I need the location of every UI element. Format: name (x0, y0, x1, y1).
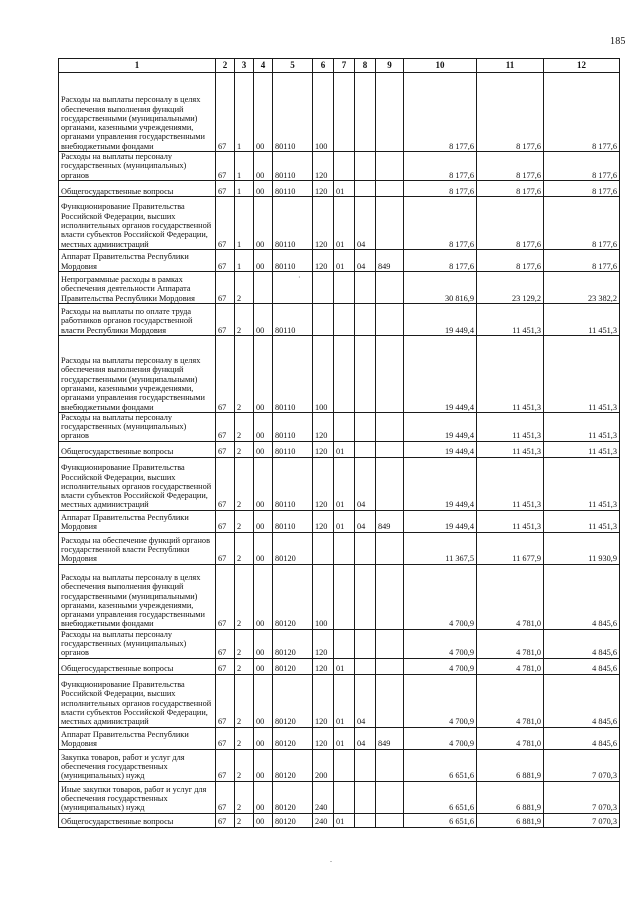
column-10-value: 6 651,6 (404, 813, 477, 827)
column-12-value: 4 845,6 (544, 674, 620, 727)
column-8-cell (355, 412, 376, 441)
column-6-cell: 120 (313, 510, 334, 532)
column-12-value: 7 070,3 (544, 749, 620, 781)
column-5-cell: 80120 (273, 629, 313, 658)
name-cell: Расходы на выплаты персоналу в целях обеспечения выполнения функций государственными (муниципальными) органами, казенными учреждениями, органами управления государственными внебюджетными фондами (59, 335, 216, 412)
column-3-cell: 2 (235, 658, 254, 674)
column-11-value: 11 451,3 (477, 412, 544, 441)
column-9-cell (376, 564, 404, 629)
column-4-cell: 00 (254, 335, 273, 412)
column-2-cell: 67 (216, 249, 235, 271)
column-9-cell (376, 781, 404, 813)
column-5-cell: 80110 (273, 457, 313, 510)
column-3-cell: 2 (235, 629, 254, 658)
header-cell: 12 (544, 59, 620, 73)
column-8-cell (355, 271, 376, 303)
column-9-cell (376, 813, 404, 827)
name-cell: Аппарат Правительства Республики Мордовия (59, 249, 216, 271)
column-6-cell: 240 (313, 781, 334, 813)
column-8-cell: 04 (355, 249, 376, 271)
column-11-value: 8 177,6 (477, 180, 544, 196)
column-2-cell: 67 (216, 658, 235, 674)
column-10-value: 8 177,6 (404, 180, 477, 196)
header-cell: 3 (235, 59, 254, 73)
scan-mark: · (298, 273, 301, 282)
column-2-cell: 67 (216, 73, 235, 152)
column-8-cell: 04 (355, 510, 376, 532)
column-4-cell: 00 (254, 813, 273, 827)
column-10-value: 30 816,9 (404, 271, 477, 303)
column-2-cell: 67 (216, 510, 235, 532)
table-row (59, 335, 620, 412)
name-cell: Аппарат Правительства Республики Мордовия (59, 510, 216, 532)
column-9-cell (376, 180, 404, 196)
name-cell: Расходы на выплаты персоналу государственных (муниципальных) органов (59, 152, 216, 181)
column-7-cell (334, 303, 355, 335)
column-3-cell: 1 (235, 249, 254, 271)
column-4-cell: 00 (254, 441, 273, 457)
column-3-cell: 2 (235, 510, 254, 532)
column-2-cell: 67 (216, 629, 235, 658)
column-12-value: 11 451,3 (544, 303, 620, 335)
column-10-value: 4 700,9 (404, 564, 477, 629)
column-4-cell: 00 (254, 457, 273, 510)
header-cell: 10 (404, 59, 477, 73)
column-10-value: 6 651,6 (404, 749, 477, 781)
table-row (59, 727, 620, 749)
column-4-cell: 00 (254, 196, 273, 249)
column-5-cell: 80120 (273, 813, 313, 827)
column-5-cell: 80120 (273, 674, 313, 727)
column-11-value: 6 881,9 (477, 781, 544, 813)
column-10-value: 19 449,4 (404, 412, 477, 441)
column-3-cell: 2 (235, 335, 254, 412)
column-7-cell (334, 564, 355, 629)
column-4-cell: 00 (254, 727, 273, 749)
column-2-cell: 67 (216, 532, 235, 564)
column-10-value: 8 177,6 (404, 73, 477, 152)
column-5-cell (273, 271, 313, 303)
column-3-cell: 1 (235, 196, 254, 249)
column-2-cell: 67 (216, 727, 235, 749)
column-4-cell: 00 (254, 152, 273, 181)
header-cell: 9 (376, 59, 404, 73)
column-6-cell: 240 (313, 813, 334, 827)
column-7-cell: 01 (334, 196, 355, 249)
table-header-row (59, 59, 620, 73)
table-row (59, 152, 620, 181)
column-11-value: 6 881,9 (477, 813, 544, 827)
column-11-value: 4 781,0 (477, 674, 544, 727)
column-10-value: 4 700,9 (404, 727, 477, 749)
column-11-value: 6 881,9 (477, 749, 544, 781)
column-7-cell (334, 152, 355, 181)
table-row (59, 271, 620, 303)
column-6-cell: 120 (313, 457, 334, 510)
name-cell: Общегосударственные вопросы (59, 180, 216, 196)
column-8-cell (355, 152, 376, 181)
column-7-cell (334, 271, 355, 303)
column-8-cell: 04 (355, 727, 376, 749)
column-2-cell: 67 (216, 749, 235, 781)
column-8-cell (355, 813, 376, 827)
table-row (59, 674, 620, 727)
table-row (59, 749, 620, 781)
column-4-cell: 00 (254, 629, 273, 658)
column-7-cell (334, 335, 355, 412)
table-row (59, 629, 620, 658)
column-6-cell: 120 (313, 441, 334, 457)
column-7-cell (334, 749, 355, 781)
page-number: 185 (610, 36, 626, 47)
name-cell: Функционирование Правительства Российской Федерации, высших исполнительных органов государственной власти субъектов Российской Федерации, местных администраций (59, 457, 216, 510)
column-7-cell: 01 (334, 813, 355, 827)
column-4-cell: 00 (254, 658, 273, 674)
column-6-cell: 120 (313, 658, 334, 674)
column-9-cell: 849 (376, 249, 404, 271)
column-11-value: 4 781,0 (477, 564, 544, 629)
column-12-value: 4 845,6 (544, 629, 620, 658)
column-3-cell: 2 (235, 727, 254, 749)
column-12-value: 11 451,3 (544, 457, 620, 510)
column-11-value: 8 177,6 (477, 249, 544, 271)
column-5-cell: 80110 (273, 303, 313, 335)
column-2-cell: 67 (216, 335, 235, 412)
table-row (59, 564, 620, 629)
table-row (59, 196, 620, 249)
column-3-cell: 2 (235, 412, 254, 441)
column-9-cell (376, 658, 404, 674)
column-2-cell: 67 (216, 152, 235, 181)
column-8-cell: 04 (355, 674, 376, 727)
column-9-cell (376, 441, 404, 457)
column-6-cell: 120 (313, 674, 334, 727)
column-7-cell: 01 (334, 510, 355, 532)
column-12-value: 7 070,3 (544, 781, 620, 813)
column-10-value: 4 700,9 (404, 674, 477, 727)
column-5-cell: 80120 (273, 727, 313, 749)
column-6-cell: 120 (313, 180, 334, 196)
column-5-cell: 80110 (273, 196, 313, 249)
column-10-value: 8 177,6 (404, 196, 477, 249)
column-6-cell: 120 (313, 152, 334, 181)
column-5-cell: 80110 (273, 412, 313, 441)
column-4-cell: 00 (254, 674, 273, 727)
column-5-cell: 80120 (273, 658, 313, 674)
table-row (59, 658, 620, 674)
column-4-cell: 00 (254, 749, 273, 781)
column-12-value: 11 451,3 (544, 412, 620, 441)
column-8-cell (355, 532, 376, 564)
column-11-value: 11 451,3 (477, 335, 544, 412)
name-cell: Расходы на обеспечение функций органов государственной власти Республики Мордовия (59, 532, 216, 564)
column-10-value: 11 367,5 (404, 532, 477, 564)
column-12-value: 8 177,6 (544, 180, 620, 196)
column-2-cell: 67 (216, 303, 235, 335)
column-7-cell (334, 532, 355, 564)
header-cell: 5 (273, 59, 313, 73)
column-3-cell: 2 (235, 781, 254, 813)
column-6-cell (313, 532, 334, 564)
budget-table (58, 58, 620, 828)
name-cell: Расходы на выплаты персоналу государственных (муниципальных) органов (59, 412, 216, 441)
column-11-value: 8 177,6 (477, 196, 544, 249)
column-12-value: 23 382,2 (544, 271, 620, 303)
column-8-cell (355, 303, 376, 335)
column-11-value: 11 451,3 (477, 303, 544, 335)
column-2-cell: 67 (216, 564, 235, 629)
name-cell: Иные закупки товаров, работ и услуг для обеспечения государственных (муниципальных) нужд (59, 781, 216, 813)
column-10-value: 19 449,4 (404, 335, 477, 412)
name-cell: Аппарат Правительства Республики Мордовия (59, 727, 216, 749)
column-6-cell: 120 (313, 412, 334, 441)
column-3-cell: 2 (235, 532, 254, 564)
name-cell: Общегосударственные вопросы (59, 658, 216, 674)
table-row (59, 781, 620, 813)
column-5-cell: 80120 (273, 564, 313, 629)
column-8-cell (355, 749, 376, 781)
table-row (59, 441, 620, 457)
column-7-cell: 01 (334, 674, 355, 727)
column-11-value: 4 781,0 (477, 629, 544, 658)
column-7-cell (334, 629, 355, 658)
column-10-value: 19 449,4 (404, 441, 477, 457)
column-9-cell (376, 303, 404, 335)
column-2-cell: 67 (216, 180, 235, 196)
column-8-cell (355, 629, 376, 658)
name-cell: Расходы на выплаты по оплате труда работников органов государственной власти Республики Мордовия (59, 303, 216, 335)
column-7-cell: 01 (334, 658, 355, 674)
table-row (59, 249, 620, 271)
column-10-value: 8 177,6 (404, 249, 477, 271)
column-8-cell: 04 (355, 196, 376, 249)
column-5-cell: 80110 (273, 441, 313, 457)
column-11-value: 8 177,6 (477, 152, 544, 181)
column-10-value: 19 449,4 (404, 303, 477, 335)
column-10-value: 6 651,6 (404, 781, 477, 813)
column-3-cell: 2 (235, 674, 254, 727)
column-9-cell (376, 532, 404, 564)
table-row (59, 303, 620, 335)
column-8-cell: 04 (355, 457, 376, 510)
column-7-cell (334, 781, 355, 813)
column-4-cell: 00 (254, 781, 273, 813)
table-row (59, 412, 620, 441)
column-5-cell: 80120 (273, 781, 313, 813)
header-cell: 4 (254, 59, 273, 73)
column-11-value: 11 451,3 (477, 510, 544, 532)
column-10-value: 4 700,9 (404, 658, 477, 674)
column-11-value: 8 177,6 (477, 73, 544, 152)
scan-mark: . (330, 855, 332, 864)
column-3-cell: 2 (235, 813, 254, 827)
column-7-cell: 01 (334, 180, 355, 196)
column-7-cell (334, 73, 355, 152)
column-7-cell (334, 412, 355, 441)
column-2-cell: 67 (216, 441, 235, 457)
column-4-cell: 00 (254, 180, 273, 196)
column-2-cell: 67 (216, 412, 235, 441)
column-5-cell: 80110 (273, 335, 313, 412)
column-5-cell: 80120 (273, 532, 313, 564)
column-6-cell: 120 (313, 249, 334, 271)
table-row (59, 457, 620, 510)
column-8-cell (355, 180, 376, 196)
column-12-value: 11 451,3 (544, 510, 620, 532)
column-9-cell (376, 271, 404, 303)
column-11-value: 11 451,3 (477, 441, 544, 457)
header-cell: 8 (355, 59, 376, 73)
column-8-cell (355, 658, 376, 674)
column-10-value: 4 700,9 (404, 629, 477, 658)
table-row (59, 510, 620, 532)
table-row (59, 813, 620, 827)
column-6-cell: 120 (313, 629, 334, 658)
column-12-value: 7 070,3 (544, 813, 620, 827)
column-5-cell: 80120 (273, 749, 313, 781)
name-cell: Закупка товаров, работ и услуг для обеспечения государственных (муниципальных) нужд (59, 749, 216, 781)
column-8-cell (355, 441, 376, 457)
column-6-cell: 100 (313, 73, 334, 152)
column-8-cell (355, 73, 376, 152)
column-10-value: 19 449,4 (404, 457, 477, 510)
column-5-cell: 80110 (273, 249, 313, 271)
column-12-value: 8 177,6 (544, 73, 620, 152)
column-4-cell: 00 (254, 303, 273, 335)
column-9-cell (376, 674, 404, 727)
column-3-cell: 2 (235, 441, 254, 457)
column-6-cell (313, 271, 334, 303)
column-3-cell: 1 (235, 152, 254, 181)
column-2-cell: 67 (216, 271, 235, 303)
column-12-value: 8 177,6 (544, 196, 620, 249)
column-12-value: 11 451,3 (544, 441, 620, 457)
column-12-value: 4 845,6 (544, 564, 620, 629)
name-cell: Расходы на выплаты персоналу в целях обеспечения выполнения функций государственными (муниципальными) органами, казенными учреждениями, органами управления государственными внебюджетными фондами (59, 73, 216, 152)
column-8-cell (355, 335, 376, 412)
column-4-cell: 00 (254, 249, 273, 271)
name-cell: Общегосударственные вопросы (59, 441, 216, 457)
column-3-cell: 1 (235, 73, 254, 152)
name-cell: Функционирование Правительства Российской Федерации, высших исполнительных органов государственной власти субъектов Российской Федерации, местных администраций (59, 674, 216, 727)
column-4-cell: 00 (254, 412, 273, 441)
column-9-cell (376, 749, 404, 781)
column-6-cell: 120 (313, 196, 334, 249)
column-3-cell: 2 (235, 564, 254, 629)
table-body (59, 73, 620, 828)
header-cell: 7 (334, 59, 355, 73)
column-11-value: 4 781,0 (477, 658, 544, 674)
column-3-cell: 2 (235, 749, 254, 781)
column-12-value: 4 845,6 (544, 727, 620, 749)
column-4-cell: 00 (254, 73, 273, 152)
column-9-cell: 849 (376, 510, 404, 532)
column-6-cell (313, 303, 334, 335)
column-2-cell: 67 (216, 781, 235, 813)
column-12-value: 11 451,3 (544, 335, 620, 412)
column-9-cell (376, 152, 404, 181)
name-cell: Общегосударственные вопросы (59, 813, 216, 827)
column-5-cell: 80110 (273, 510, 313, 532)
column-12-value: 8 177,6 (544, 249, 620, 271)
column-12-value: 11 930,9 (544, 532, 620, 564)
table-row (59, 532, 620, 564)
column-8-cell (355, 781, 376, 813)
column-2-cell: 67 (216, 457, 235, 510)
column-9-cell (376, 196, 404, 249)
column-9-cell (376, 412, 404, 441)
column-5-cell: 80110 (273, 180, 313, 196)
column-3-cell: 2 (235, 457, 254, 510)
column-6-cell: 100 (313, 335, 334, 412)
column-6-cell: 200 (313, 749, 334, 781)
column-3-cell: 2 (235, 303, 254, 335)
column-6-cell: 100 (313, 564, 334, 629)
table-row (59, 73, 620, 152)
name-cell: Непрограммные расходы в рамках обеспечения деятельности Аппарата Правительства Республики Мордовия (59, 271, 216, 303)
column-12-value: 8 177,6 (544, 152, 620, 181)
header-cell: 11 (477, 59, 544, 73)
header-cell: 1 (59, 59, 216, 73)
column-10-value: 8 177,6 (404, 152, 477, 181)
column-9-cell (376, 335, 404, 412)
column-5-cell: 80110 (273, 152, 313, 181)
header-cell: 2 (216, 59, 235, 73)
column-7-cell: 01 (334, 457, 355, 510)
column-7-cell: 01 (334, 249, 355, 271)
name-cell: Функционирование Правительства Российской Федерации, высших исполнительных органов государственной власти субъектов Российской Федерации, местных администраций (59, 196, 216, 249)
column-4-cell: 00 (254, 564, 273, 629)
column-2-cell: 67 (216, 196, 235, 249)
column-2-cell: 67 (216, 674, 235, 727)
column-11-value: 4 781,0 (477, 727, 544, 749)
table-row (59, 180, 620, 196)
column-11-value: 11 451,3 (477, 457, 544, 510)
column-11-value: 11 677,9 (477, 532, 544, 564)
column-12-value: 4 845,6 (544, 658, 620, 674)
column-3-cell: 1 (235, 180, 254, 196)
column-8-cell (355, 564, 376, 629)
column-10-value: 19 449,4 (404, 510, 477, 532)
column-11-value: 23 129,2 (477, 271, 544, 303)
column-4-cell: 00 (254, 510, 273, 532)
column-9-cell: 849 (376, 727, 404, 749)
column-2-cell: 67 (216, 813, 235, 827)
column-6-cell: 120 (313, 727, 334, 749)
name-cell: Расходы на выплаты персоналу в целях обеспечения выполнения функций государственными (муниципальными) органами, казенными учреждениями, органами управления государственными внебюджетными фондами (59, 564, 216, 629)
name-cell: Расходы на выплаты персоналу государственных (муниципальных) органов (59, 629, 216, 658)
column-5-cell: 80110 (273, 73, 313, 152)
column-7-cell: 01 (334, 441, 355, 457)
column-9-cell (376, 73, 404, 152)
column-7-cell: 01 (334, 727, 355, 749)
column-4-cell: 00 (254, 532, 273, 564)
column-9-cell (376, 457, 404, 510)
column-9-cell (376, 629, 404, 658)
header-cell: 6 (313, 59, 334, 73)
column-4-cell (254, 271, 273, 303)
column-3-cell: 2 (235, 271, 254, 303)
